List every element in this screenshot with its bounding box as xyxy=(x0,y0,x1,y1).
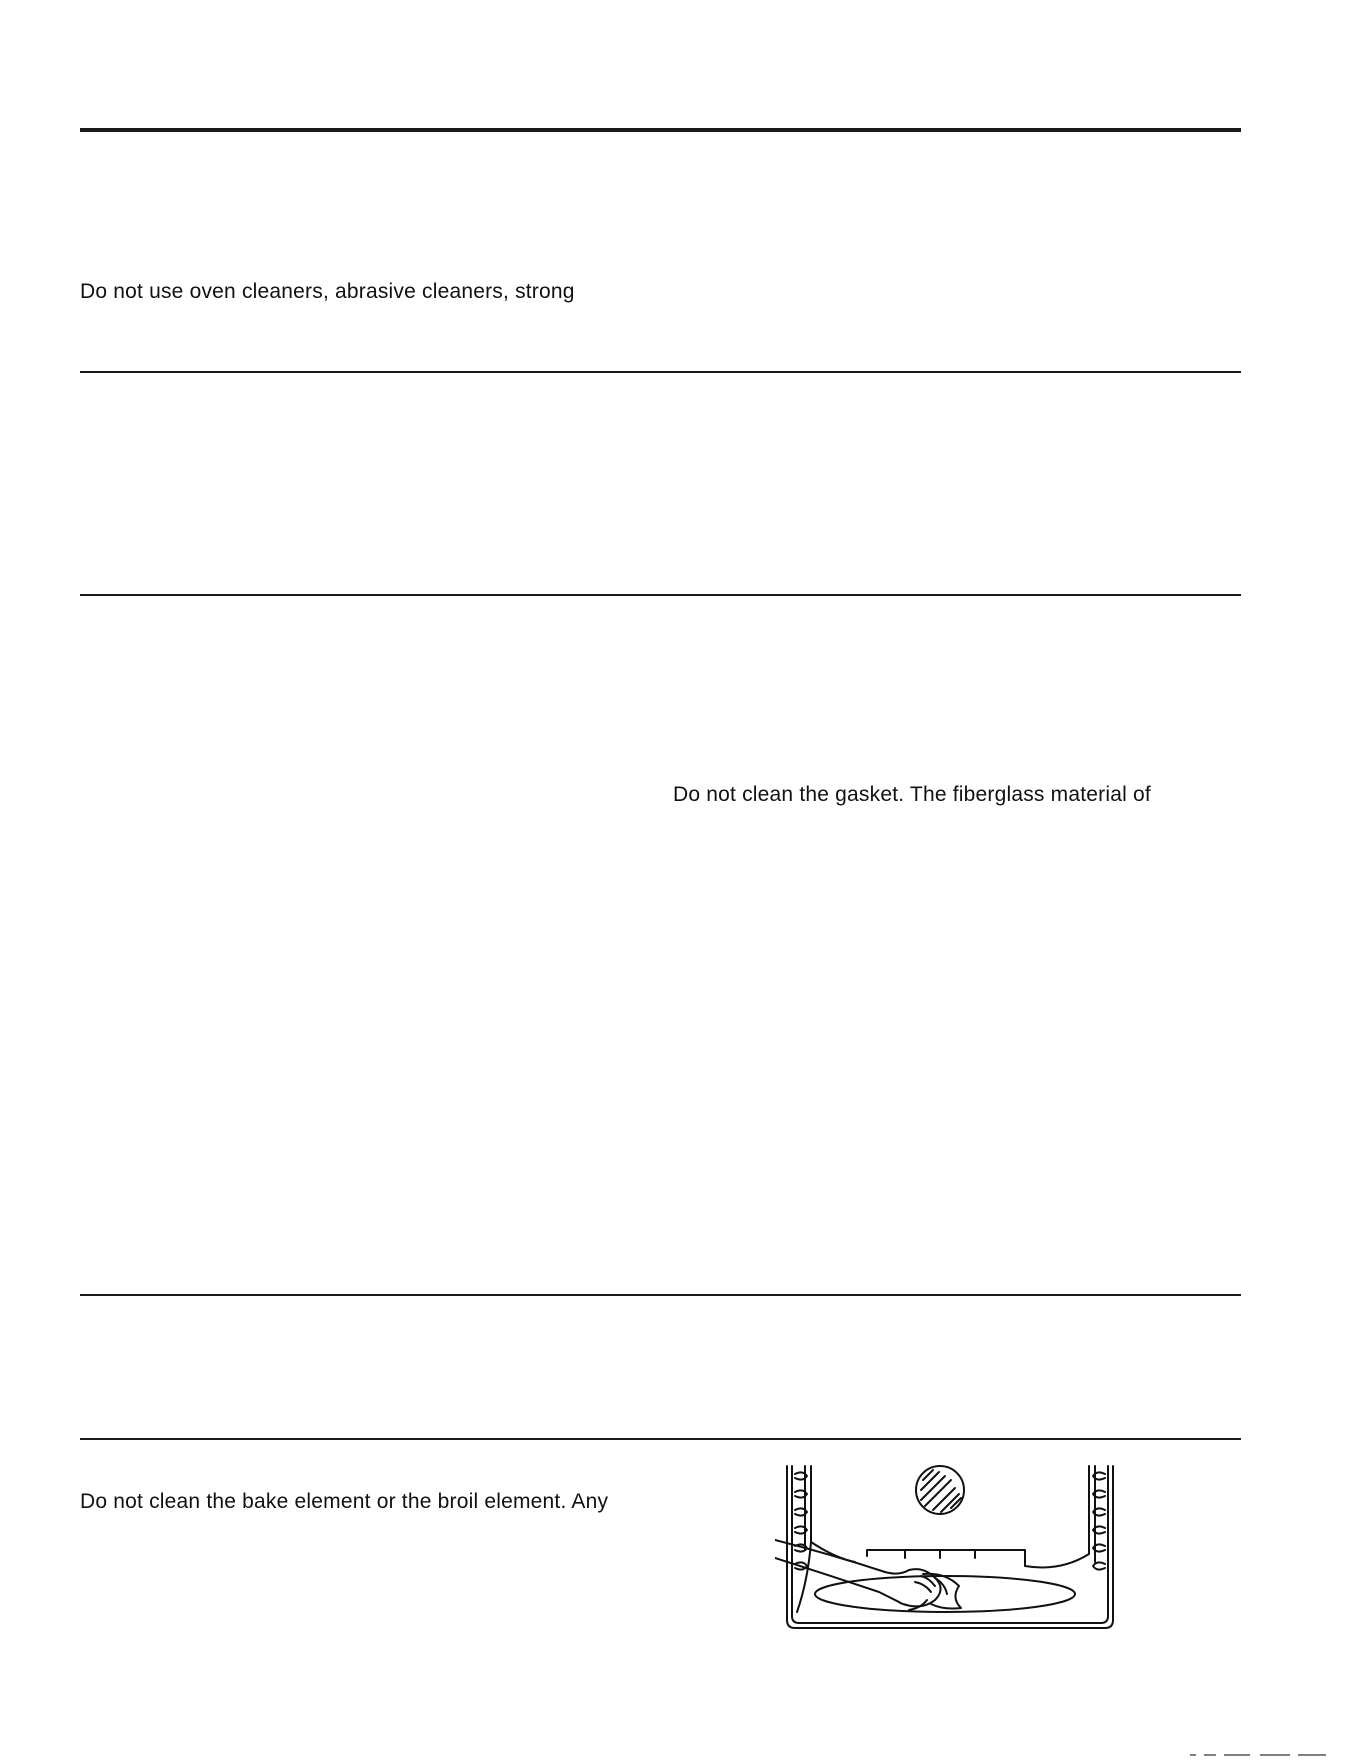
section-rule-3 xyxy=(80,594,1241,596)
oven-cleaner-warning-text: Do not use oven cleaners, abrasive cleaners, strong xyxy=(80,280,575,303)
section-rule-4 xyxy=(80,1294,1241,1296)
section-rule-top xyxy=(80,128,1241,132)
page-edge-marks xyxy=(1190,1752,1330,1758)
section-rule-5 xyxy=(80,1438,1241,1440)
section-rule-2 xyxy=(80,371,1241,373)
gasket-warning-text: Do not clean the gasket. The fiberglass material of xyxy=(673,783,1151,806)
element-warning-text: Do not clean the bake element or the broil element. Any xyxy=(80,1490,609,1513)
oven-interior-cleaning-hand-cloth-icon xyxy=(775,1462,1125,1632)
